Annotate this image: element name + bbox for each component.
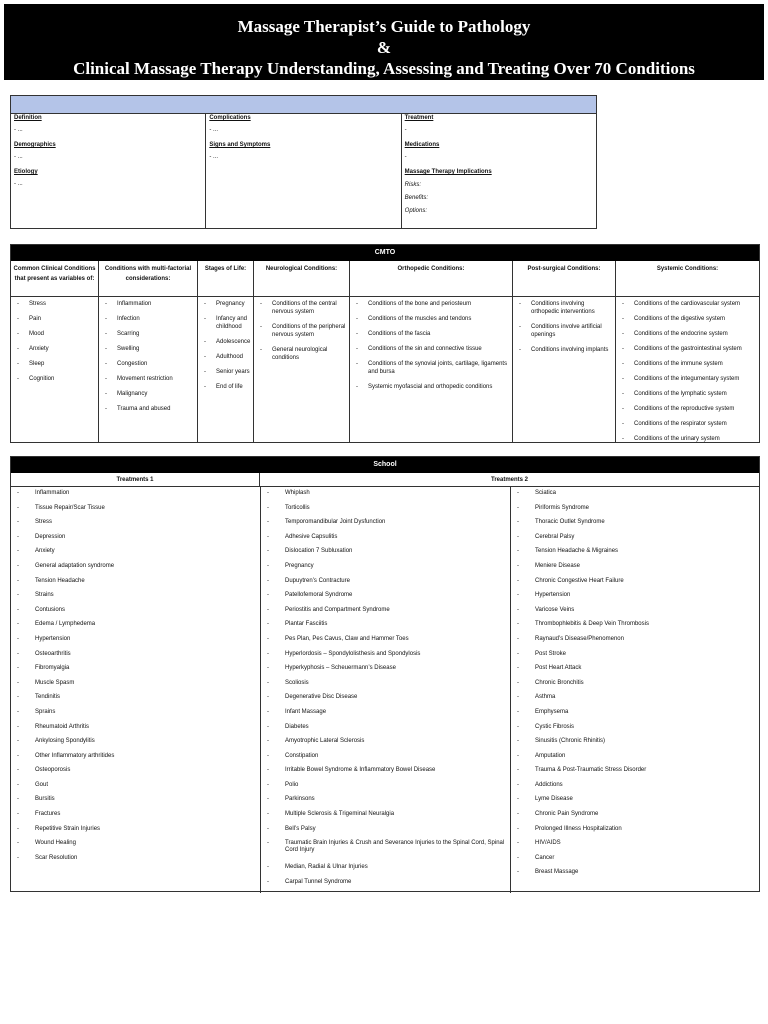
list-item: - Raynaud’s Disease/Phenomenon	[515, 636, 757, 651]
list-item: - Infection	[105, 315, 195, 323]
template-col-2	[205, 114, 400, 228]
list-item: - Amputation	[515, 753, 757, 768]
implications-heading: Massage Therapy Implications	[404, 169, 492, 175]
cmto-col-post-surgical	[512, 261, 615, 442]
list-item: - Cognition	[17, 375, 96, 383]
list-item: - Conditions of the sin and connective tissue	[356, 345, 510, 353]
list-item: - Conditions of the fascia	[356, 330, 510, 338]
list-item: - Conditions involving orthopedic interventions	[519, 300, 613, 316]
list-item: - Tendinitis	[15, 694, 258, 709]
list-item: - Conditions of the reproductive system	[622, 405, 757, 413]
list-item: - Mood	[17, 330, 96, 338]
list-item: - Conditions of the synovial joints, cartilage, ligaments and bursa	[356, 360, 510, 376]
page-banner	[4, 4, 764, 80]
cmto-table	[10, 244, 760, 443]
treatments-1-label: Treatments 1	[11, 473, 260, 486]
list-item: - Infancy and childhood	[204, 315, 251, 331]
school-col-1	[11, 487, 260, 893]
list-item: - Temporomandibular Joint Dysfunction	[265, 519, 508, 534]
list-item: - Traumatic Brain Injuries & Crush and Severance Injuries to the Spinal Cord, Spinal Cord Injury	[265, 840, 508, 864]
cmto-col-multi-factorial	[98, 261, 197, 442]
list-item: - Lyme Disease	[515, 796, 757, 811]
school-col-3	[510, 487, 759, 893]
list-item: - Adulthood	[204, 353, 251, 361]
list-item: - Movement restriction	[105, 375, 195, 383]
list-item: - Prolonged Illness Hospitalization	[515, 826, 757, 841]
list-item: - Dislocation 7 Subluxation	[265, 548, 508, 563]
treatment-value: -	[404, 127, 407, 133]
list-item: - Bell’s Palsy	[265, 826, 508, 841]
list-item: - Adhesive Capsulitis	[265, 534, 508, 549]
cmto-col-header: Common Clinical Conditions that present as variables of:	[11, 261, 98, 297]
list-item: - Hypertension	[515, 592, 757, 607]
list-item: - Hypertension	[15, 636, 258, 651]
demographics-value: - ...	[14, 154, 23, 160]
complications-heading: Complications	[209, 115, 251, 121]
list-item: - Dupuytren’s Contracture	[265, 578, 508, 593]
list-item: - Conditions of the endocrine system	[622, 330, 757, 338]
list-item: - Patellofemoral Syndrome	[265, 592, 508, 607]
list-item: - Tension Headache	[15, 578, 258, 593]
list-item: - Inflammation	[15, 490, 258, 505]
list-item: - Conditions of the peripheral nervous system	[260, 323, 347, 339]
list-item: - Conditions of the gastrointestinal system	[622, 345, 757, 353]
list-item: - Conditions of the lymphatic system	[622, 390, 757, 398]
list-item: - Scarring	[105, 330, 195, 338]
cmto-title: CMTO	[11, 245, 759, 261]
list-item: - Constipation	[265, 753, 508, 768]
template-col-1	[11, 114, 205, 228]
list-item: - Degenerative Disc Disease	[265, 694, 508, 709]
list-item: - Chronic Bronchitis	[515, 680, 757, 695]
list-item: - Tissue Repair/Scar Tissue	[15, 505, 258, 520]
list-item: - Breast Massage	[515, 869, 757, 884]
list-item: - Amyotrophic Lateral Sclerosis	[265, 738, 508, 753]
list-item: - Pregnancy	[204, 300, 251, 308]
list-item: - General adaptation syndrome	[15, 563, 258, 578]
list-item: - HIV/AIDS	[515, 840, 757, 855]
treatments-2-label: Treatments 2	[490, 477, 529, 483]
list-item: - Anxiety	[15, 548, 258, 563]
list-item: - Conditions of the central nervous system	[260, 300, 347, 316]
list-item: - Polio	[265, 782, 508, 797]
list-item: - Infant Massage	[265, 709, 508, 724]
cmto-col-header: Neurological Conditions:	[254, 261, 349, 297]
list-item: - Muscle Spasm	[15, 680, 258, 695]
list-item: - Adolescence	[204, 338, 251, 346]
list-item: - Tension Headache & Migraines	[515, 548, 757, 563]
cmto-col-header: Stages of Life:	[198, 261, 253, 297]
list-item: - Pain	[17, 315, 96, 323]
cmto-col-header: Post-surgical Conditions:	[513, 261, 615, 297]
list-item: - End of life	[204, 383, 251, 391]
list-item: - Cancer	[515, 855, 757, 870]
list-item: - Repetitive Strain Injuries	[15, 826, 258, 841]
school-col-2	[260, 487, 510, 893]
list-item: - Swelling	[105, 345, 195, 353]
options-label: Options:	[404, 208, 428, 214]
template-title-bar	[11, 96, 596, 114]
list-item: - Piriformis Syndrome	[515, 505, 757, 520]
list-item: - Hyperkyphosis – Scheuermann’s Disease	[265, 665, 508, 680]
list-item: - Ankylosing Spondylitis	[15, 738, 258, 753]
list-item: - Conditions of the urinary system	[622, 435, 757, 443]
risks-label: Risks:	[404, 182, 421, 188]
medications-heading: Medications	[404, 142, 440, 148]
list-item: - Conditions of the digestive system	[622, 315, 757, 323]
list-item: - Chronic Pain Syndrome	[515, 811, 757, 826]
list-item: - General neurological conditions	[260, 346, 347, 362]
list-item: - Thrombophlebitis & Deep Vein Thrombosis	[515, 621, 757, 636]
condition-template	[10, 95, 597, 229]
banner-title-line1: Massage Therapist’s Guide to Pathology	[237, 17, 531, 36]
demographics-heading: Demographics	[14, 142, 56, 148]
list-item: - Bursitis	[15, 796, 258, 811]
benefits-label: Benefits:	[404, 195, 429, 201]
list-item: - Conditions of the integumentary system	[622, 375, 757, 383]
cmto-col-orthopedic	[349, 261, 512, 442]
list-item: - Sprains	[15, 709, 258, 724]
list-item: - Post Stroke	[515, 651, 757, 666]
cmto-col-common-clinical	[11, 261, 98, 442]
list-item: - Depression	[15, 534, 258, 549]
medications-value: -	[404, 154, 407, 160]
list-item: - Inflammation	[105, 300, 195, 308]
school-title: School	[11, 457, 759, 473]
etiology-value: - ...	[14, 181, 23, 187]
signs-symptoms-value: - ...	[209, 154, 218, 160]
list-item: - Conditions of the bone and periosteum	[356, 300, 510, 308]
list-item: - Edema / Lymphedema	[15, 621, 258, 636]
list-item: - Varicose Veins	[515, 607, 757, 622]
list-item: - Conditions of the cardiovascular system	[622, 300, 757, 308]
list-item: - Fibromyalgia	[15, 665, 258, 680]
cmto-col-header: Systemic Conditions:	[616, 261, 759, 297]
list-item: - Systemic myofascial and orthopedic conditions	[356, 383, 510, 391]
list-item: - Whiplash	[265, 490, 508, 505]
list-item: - Conditions of the muscles and tendons	[356, 315, 510, 323]
list-item: - Contusions	[15, 607, 258, 622]
cmto-col-neurological	[253, 261, 349, 442]
list-item: - Pes Plan, Pes Cavus, Claw and Hammer Toes	[265, 636, 508, 651]
list-item: - Osteoarthritis	[15, 651, 258, 666]
list-item: - Sinusitis (Chronic Rhinitis)	[515, 738, 757, 753]
list-item: - Conditions involve artificial openings	[519, 323, 613, 339]
etiology-heading: Etiology	[14, 169, 38, 175]
complications-value: - ...	[209, 127, 218, 133]
list-item: - Conditions involving implants	[519, 346, 613, 354]
cmto-col-header: Orthopedic Conditions:	[350, 261, 512, 297]
list-item: - Cystic Fibrosis	[515, 724, 757, 739]
list-item: - Osteoporosis	[15, 767, 258, 782]
list-item: - Thoracic Outlet Syndrome	[515, 519, 757, 534]
list-item: - Hyperlordosis – Spondylolisthesis and Spondylosis	[265, 651, 508, 666]
banner-title-line3: Clinical Massage Therapy Understanding, Assessing and Treating Over 70 Conditions	[73, 59, 695, 78]
list-item: - Senior years	[204, 368, 251, 376]
list-item: - Other Inflammatory arthritides	[15, 753, 258, 768]
list-item: - Stress	[17, 300, 96, 308]
cmto-col-systemic	[615, 261, 759, 442]
template-col-3	[401, 114, 596, 228]
list-item: - Scar Resolution	[15, 855, 258, 870]
school-table	[10, 456, 760, 892]
list-item: - Conditions of the respirator system	[622, 420, 757, 428]
list-item: - Asthma	[515, 694, 757, 709]
list-item: - Irritable Bowel Syndrome & Inflammatory Bowel Disease	[265, 767, 508, 782]
treatment-heading: Treatment	[404, 115, 434, 121]
banner-title-line2: &	[376, 38, 392, 57]
list-item: - Addictions	[515, 782, 757, 797]
cmto-col-stages-of-life	[197, 261, 253, 442]
list-item: - Periostitis and Compartment Syndrome	[265, 607, 508, 622]
cmto-col-header: Conditions with multi-factorial considerations:	[99, 261, 197, 297]
list-item: - Malignancy	[105, 390, 195, 398]
list-item: - Sleep	[17, 360, 96, 368]
definition-value: - ...	[14, 127, 23, 133]
list-item: - Trauma and abused	[105, 405, 195, 413]
list-item: - Parkinsons	[265, 796, 508, 811]
list-item: - Anxiety	[17, 345, 96, 353]
list-item: - Scoliosis	[265, 680, 508, 695]
list-item: - Trauma & Post-Traumatic Stress Disorder	[515, 767, 757, 782]
list-item: - Gout	[15, 782, 258, 797]
list-item: - Rheumatoid Arthritis	[15, 724, 258, 739]
list-item: - Torticollis	[265, 505, 508, 520]
list-item: - Wound Healing	[15, 840, 258, 855]
list-item: - Emphysema	[515, 709, 757, 724]
list-item: - Pregnancy	[265, 563, 508, 578]
list-item: - Strains	[15, 592, 258, 607]
list-item: - Median, Radial & Ulnar Injuries	[265, 864, 508, 879]
list-item: - Congestion	[105, 360, 195, 368]
list-item: - Meniere Disease	[515, 563, 757, 578]
list-item: - Plantar Fasciitis	[265, 621, 508, 636]
list-item: - Carpal Tunnel Syndrome	[265, 879, 508, 894]
list-item: - Conditions of the immune system	[622, 360, 757, 368]
list-item: - Fractures	[15, 811, 258, 826]
list-item: - Stress	[15, 519, 258, 534]
list-item: - Sciatica	[515, 490, 757, 505]
list-item: - Diabetes	[265, 724, 508, 739]
signs-symptoms-heading: Signs and Symptoms	[209, 142, 271, 148]
list-item: - Cerebral Palsy	[515, 534, 757, 549]
list-item: - Post Heart Attack	[515, 665, 757, 680]
list-item: - Multiple Sclerosis & Trigeminal Neuralgia	[265, 811, 508, 826]
definition-heading: Definition	[14, 115, 42, 121]
list-item: - Chronic Congestive Heart Failure	[515, 578, 757, 593]
